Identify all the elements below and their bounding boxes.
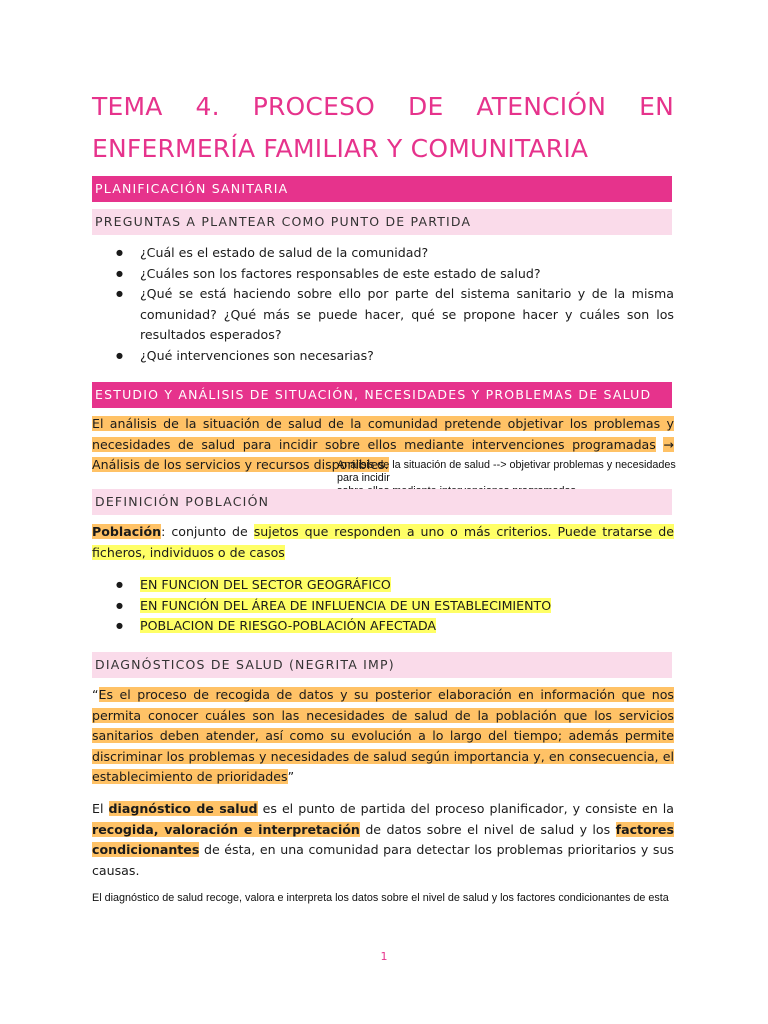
highlighted-term: diagnóstico de salud	[108, 801, 258, 816]
highlighted-text: Análisis de los servicios y recursos disponibles.	[92, 457, 389, 472]
list-item-text: POBLACION DE RIESGO-POBLACIÓN AFECTADA	[140, 618, 437, 633]
list-item: ● ¿Cuáles son los factores responsables de este estado de salud?	[112, 264, 674, 285]
term-label: Población	[92, 524, 162, 539]
definition-paragraph	[92, 522, 674, 563]
section-heading-planificacion: PLANIFICACIÓN SANITARIA	[92, 176, 672, 202]
list-item: ● ¿Cuál es el estado de salud de la comunidad?	[112, 243, 674, 264]
list-item-text: EN FUNCION DEL SECTOR GEOGRÁFICO	[140, 577, 391, 592]
section-heading-estudio: ESTUDIO Y ANÁLISIS DE SITUACIÓN, NECESIDADES Y PROBLEMAS DE SALUD	[92, 382, 672, 408]
list-item	[112, 596, 674, 617]
body-text: El	[92, 801, 104, 816]
quote-mark: “	[92, 687, 99, 702]
page-title: TEMA 4. PROCESO DE ATENCIÓN EN ENFERMERÍA FAMILIAR Y COMUNITARIA	[92, 92, 674, 163]
note-line: Análisis de la situación de salud --> objetivar problemas y necesidades para incidir	[337, 459, 676, 484]
list-item: ● ¿Qué intervenciones son necesarias?	[112, 346, 674, 367]
list-item-text: EN FUNCIÓN DEL ÁREA DE INFLUENCIA DE UN ESTABLECIMIENTO	[140, 597, 552, 613]
body-text: es el punto de partida del proceso planificador, y consiste en la	[262, 801, 675, 816]
highlighted-text: El análisis de la situación de salud de la comunidad pretende objetivar los problemas y necesidades de salud para incidir sobre ellos mediante intervenciones programadas	[92, 416, 674, 452]
highlighted-text: Es el proceso de recogida de datos y su posterior elaboración en información que nos permita conocer cuáles son las necesidades de salud de la población que los servicios sanitarios deben atender, así como su evolución a lo largo del tiempo; además permite discriminar los problemas y necesidades de salud según importancia y, en consecuencia, el establecimiento de prioridades	[92, 687, 674, 784]
highlighted-text: sujetos que responden a uno o más criterios. Puede tratarse de ficheros, individuos o de casos	[92, 524, 674, 560]
list-item	[112, 616, 674, 637]
quote-paragraph	[92, 685, 674, 788]
definition-text: : conjunto de	[161, 524, 248, 539]
page-number: 1	[380, 950, 388, 963]
section-heading-poblacion: DEFINICIÓN POBLACIÓN	[92, 489, 672, 515]
diagnosis-paragraph	[92, 799, 674, 881]
questions-list	[112, 243, 674, 366]
section-heading-diagnosticos: DIAGNÓSTICOS DE SALUD (NEGRITA IMP)	[92, 652, 672, 678]
list-item	[112, 575, 674, 596]
list-item: ● ¿Qué se está haciendo sobre ello por parte del sistema sanitario y de la misma comunidad? ¿Qué más se puede hacer, qué se propone hacer y cuáles son los resultados esperados?	[112, 284, 674, 346]
handwritten-note: El diagnóstico de salud recoge, valora e interpreta los datos sobre el nivel de salud y los factores condicionantes de esta	[92, 892, 669, 904]
quote-mark: ”	[287, 769, 295, 784]
body-text: de datos sobre el nivel de salud y los	[365, 821, 611, 837]
highlighted-term: recogida, valoración e interpretación	[92, 821, 360, 837]
section-heading-preguntas: PREGUNTAS A PLANTEAR COMO PUNTO DE PARTIDA	[92, 209, 672, 235]
arrow-icon: →	[663, 436, 674, 452]
body-text: de ésta, en una comunidad para detectar los problemas prioritarios y sus causas.	[92, 842, 674, 878]
population-list	[112, 575, 674, 637]
highlighted-term: factores condicionantes	[92, 821, 674, 857]
